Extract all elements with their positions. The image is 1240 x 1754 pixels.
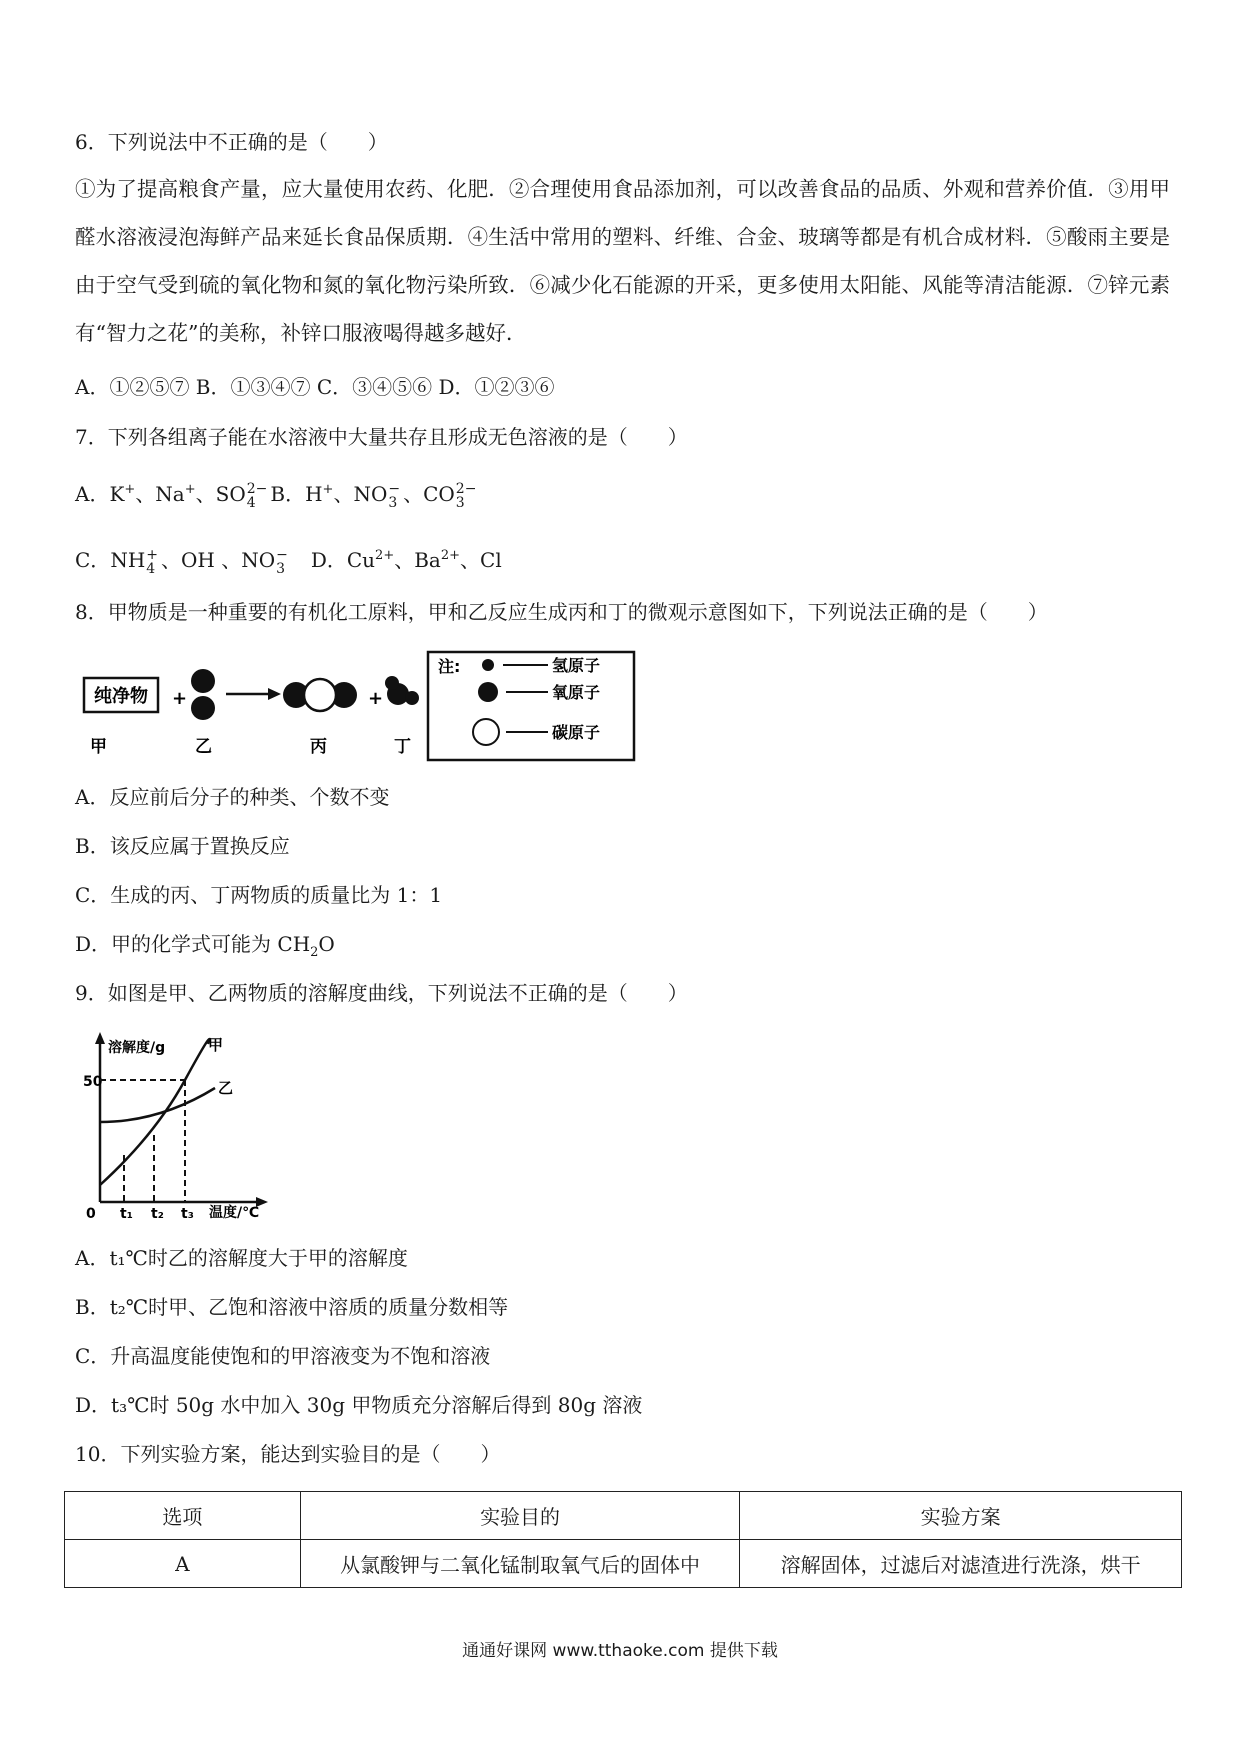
cell-method: 溶解固体，过滤后对滤渣进行洗涤，烘干 xyxy=(740,1540,1182,1588)
plus-sign-2: + xyxy=(368,688,384,709)
q10-stem: 10．下列实验方案，能达到实验目的是（ ） xyxy=(75,1442,501,1466)
q7-options-cd: C．NH + 4 、OH 、NO − 3 D．$Cu^{2+}$、$Ba^{2+}$、Cl xyxy=(75,546,502,577)
page-footer: 通通好课网 www.tthaoke.com 提供下载 xyxy=(462,1641,778,1661)
pure-substance-label: 纯净物 xyxy=(94,686,148,707)
q8-option-a: A．反应前后分子的种类、个数不变 xyxy=(75,785,390,809)
hydrogen-atom xyxy=(405,691,419,705)
legend-oxygen: 氧原子 xyxy=(552,683,601,702)
label-jia: 甲 xyxy=(90,737,107,757)
y-axis-label: 溶解度/g xyxy=(108,1040,166,1056)
origin-label: 0 xyxy=(86,1206,96,1220)
label-bing: 丙 xyxy=(310,737,327,757)
q7-stem: 7．下列各组离子能在水溶液中大量共存且形成无色溶液的是（ ） xyxy=(75,425,688,449)
q8-option-b: B．该反应属于置换反应 xyxy=(75,834,290,858)
oxygen-atom xyxy=(191,669,215,693)
oxygen-atom xyxy=(191,696,215,720)
x-tick-t1: t₁ xyxy=(120,1206,133,1220)
plus-sign-1: + xyxy=(172,688,188,709)
y-axis-arrow xyxy=(95,1032,105,1044)
header-method: 实验方案 xyxy=(740,1492,1182,1540)
q6-options: A．①②⑤⑦ B．①③④⑦ C．③④⑤⑥ D．①②③⑥ xyxy=(75,375,555,399)
q6-stem: 6．下列说法中不正确的是（ ） xyxy=(75,130,388,154)
q7-options-ab: A．K+、Na+、SO 2− 4 B．H+、NO − 3 、CO 2− 3 xyxy=(75,480,477,511)
x-tick-t3: t₃ xyxy=(181,1206,194,1220)
hydrogen-atom xyxy=(385,676,399,690)
x-axis-label: 温度/℃ xyxy=(209,1205,260,1220)
q8-option-d: D．甲的化学式可能为 $CH_2O$ xyxy=(75,932,335,960)
cell-option: A xyxy=(65,1540,301,1588)
curve-jia-label: 甲 xyxy=(208,1036,224,1054)
solubility-chart xyxy=(80,1030,310,1220)
label-yi: 乙 xyxy=(195,737,212,757)
q9-option-c: C．升高温度能使饱和的甲溶液变为不饱和溶液 xyxy=(75,1344,491,1368)
legend-note: 注: xyxy=(438,657,461,676)
q6-body: ①为了提高粮食产量，应大量使用农药、化肥．②合理使用食品添加剂，可以改善食品的品质、外观和营养价值．③用甲醛水溶液浸泡海鲜产品来延长食品保质期．④生活中常用的塑料、纤维、合金、玻璃等都是有机合成材料．⑤酸雨主要是由于空气受到硫的氧化物和氮的氧化物污染所致．⑥减少化石能源的开采，更多使用太阳能、风能等清洁能源．⑦锌元素有“智力之花”的美称，补锌口服液喝得越多越好． xyxy=(75,177,1170,345)
header-purpose: 实验目的 xyxy=(300,1492,740,1540)
q8-option-c: C．生成的丙、丁两物质的质量比为 1：1 xyxy=(75,883,443,907)
q10-table xyxy=(64,1491,1182,1588)
q9-option-a: A．t₁℃时乙的溶解度大于甲的溶解度 xyxy=(75,1246,408,1270)
carbon-atom xyxy=(304,679,336,711)
q9-option-d: D．t₃℃时 50g 水中加入 30g 甲物质充分溶解后得到 80g 溶液 xyxy=(75,1393,643,1417)
label-ding: 丁 xyxy=(394,737,411,757)
q8-stem: 8．甲物质是一种重要的有机化工原料，甲和乙反应生成丙和丁的微观示意图如下，下列说法正确的是（ ） xyxy=(75,600,1048,624)
header-option: 选项 xyxy=(65,1492,301,1540)
legend-carbon: 碳原子 xyxy=(552,723,601,742)
cell-purpose: 从氯酸钾与二氧化锰制取氧气后的固体中 xyxy=(300,1540,740,1588)
curve-yi-label: 乙 xyxy=(218,1079,234,1097)
curve-jia xyxy=(100,1039,209,1185)
q9-stem: 9．如图是甲、乙两物质的溶解度曲线，下列说法不正确的是（ ） xyxy=(75,981,688,1005)
legend-hydrogen: 氢原子 xyxy=(552,656,601,675)
legend-carbon-icon xyxy=(473,719,499,745)
q9-option-b: B．t₂℃时甲、乙饱和溶液中溶质的质量分数相等 xyxy=(75,1295,509,1319)
legend-oxygen-icon xyxy=(478,682,498,702)
table-header-row xyxy=(65,1492,1182,1540)
curve-yi xyxy=(100,1088,215,1122)
table-row xyxy=(65,1540,1182,1588)
legend-hydrogen-icon xyxy=(482,659,494,671)
y-tick-50: 50 xyxy=(83,1074,103,1090)
reaction-diagram xyxy=(78,650,638,765)
x-tick-t2: t₂ xyxy=(151,1206,164,1220)
reaction-arrow-head xyxy=(268,688,281,700)
